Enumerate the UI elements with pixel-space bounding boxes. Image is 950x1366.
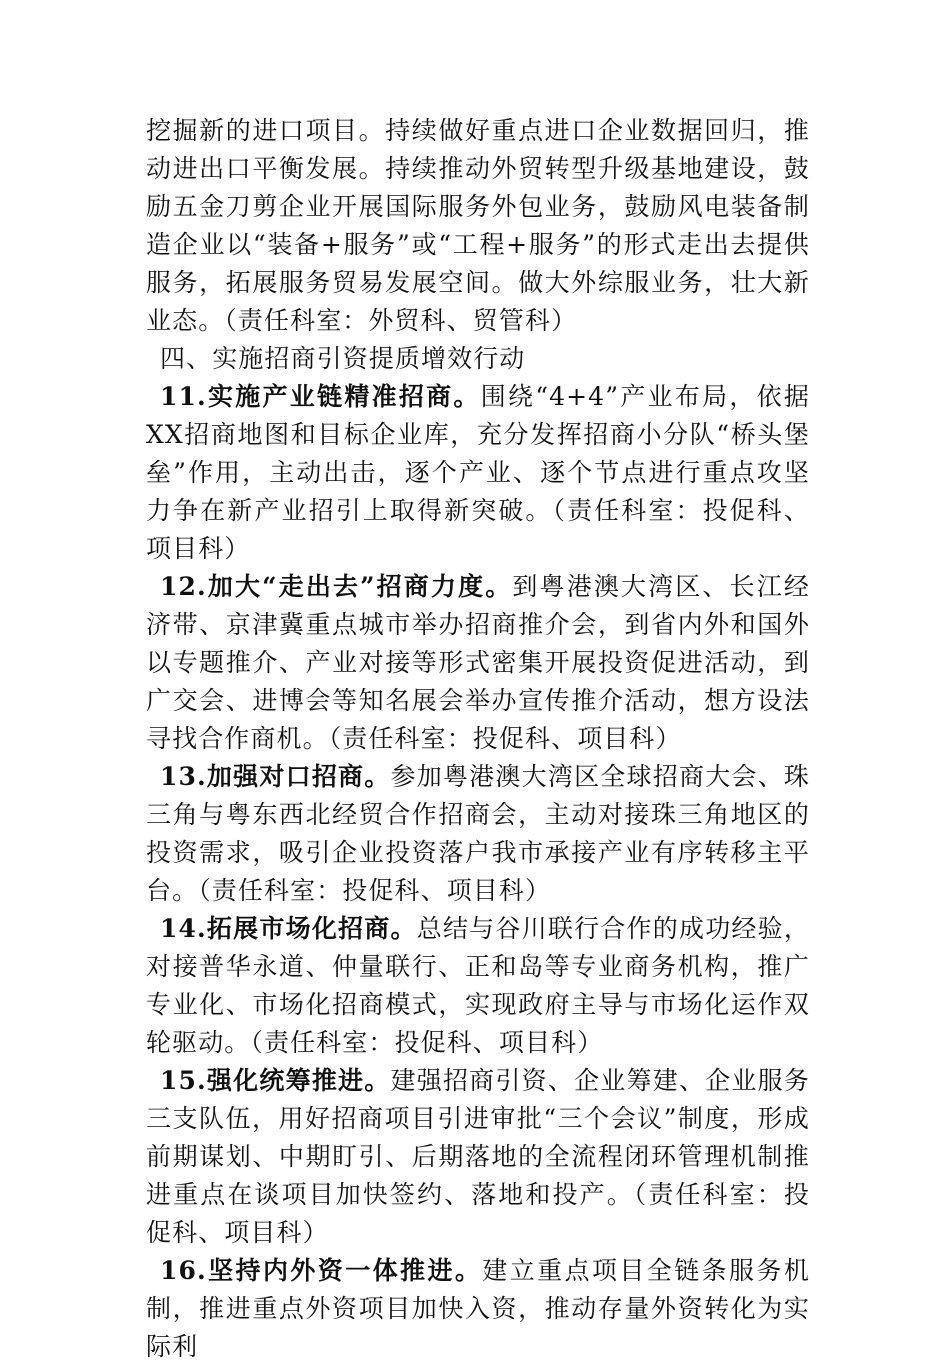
item-15-paragraph	[146, 1062, 810, 1252]
item-13-body: 参加粤港澳大湾区全球招商大会、珠三角与粤东西北经贸合作招商会，主动对接珠三角地区的投资需求，吸引企业投资落户我市承接产业有序转移主平台。（责任科室：投促科、项目科）	[146, 762, 810, 905]
item-13-paragraph	[146, 758, 810, 910]
item-14-body: 总结与谷川联行合作的成功经验，对接普华永道、仲量联行、正和岛等专业商务机构，推广专业化、市场化招商模式，实现政府主导与市场化运作双轮驱动。（责任科室：投促科、项目科）	[146, 914, 810, 1057]
item-12-paragraph	[146, 568, 810, 758]
item-11-body: 围绕“4+4”产业布局，依据XX招商地图和目标企业库，充分发挥招商小分队“桥头堡垒”作用，主动出击，逐个产业、逐个节点进行重点攻坚力争在新产业招引上取得新突破。（责任科室：投促科、项目科）	[146, 382, 810, 563]
item-14-paragraph	[146, 910, 810, 1062]
item-11-title: 11.实施产业链精准招商。	[160, 382, 481, 411]
item-11-paragraph	[146, 378, 810, 568]
item-16-body: 建立重点项目全链条服务机制，推进重点外资项目加快入资，推动存量外资转化为实际利	[146, 1256, 810, 1361]
document-page	[146, 112, 810, 1366]
item-12-title: 12.加大“走出去”招商力度。	[160, 572, 513, 601]
item-14-title: 14.拓展市场化招商。	[160, 914, 417, 943]
item-16-paragraph	[146, 1252, 810, 1366]
item-13-title: 13.加强对口招商。	[160, 762, 391, 791]
section-heading: 四、实施招商引资提质增效行动	[160, 344, 526, 373]
intro-paragraph: 挖掘新的进口项目。持续做好重点进口企业数据回归，推动进出口平衡发展。持续推动外贸转型升级基地建设，鼓励五金刀剪企业开展国际服务外包业务，鼓励风电装备制造企业以“装备+服务”或“工程+服务”的形式走出去提供服务，拓展服务贸易发展空间。做大外综服业务，壮大新业态。（责任科室：外贸科、贸管科）	[146, 116, 810, 335]
item-15-body: 建强招商引资、企业筹建、企业服务三支队伍，用好招商项目引进审批“三个会议”制度，形成前期谋划、中期盯引、后期落地的全流程闭环管理机制推进重点在谈项目加快签约、落地和投产。（责任科室：投促科、项目科）	[146, 1066, 810, 1247]
item-12-body: 到粤港澳大湾区、长江经济带、京津冀重点城市举办招商推介会，到省内外和国外以专题推介、产业对接等形式密集开展投资促进活动，到广交会、进博会等知名展会举办宣传推介活动，想方设法寻找合作商机。（责任科室：投促科、项目科）	[146, 572, 810, 753]
item-15-title: 15.强化统筹推进。	[160, 1066, 391, 1095]
item-16-title: 16.坚持内外资一体推进。	[160, 1256, 483, 1285]
